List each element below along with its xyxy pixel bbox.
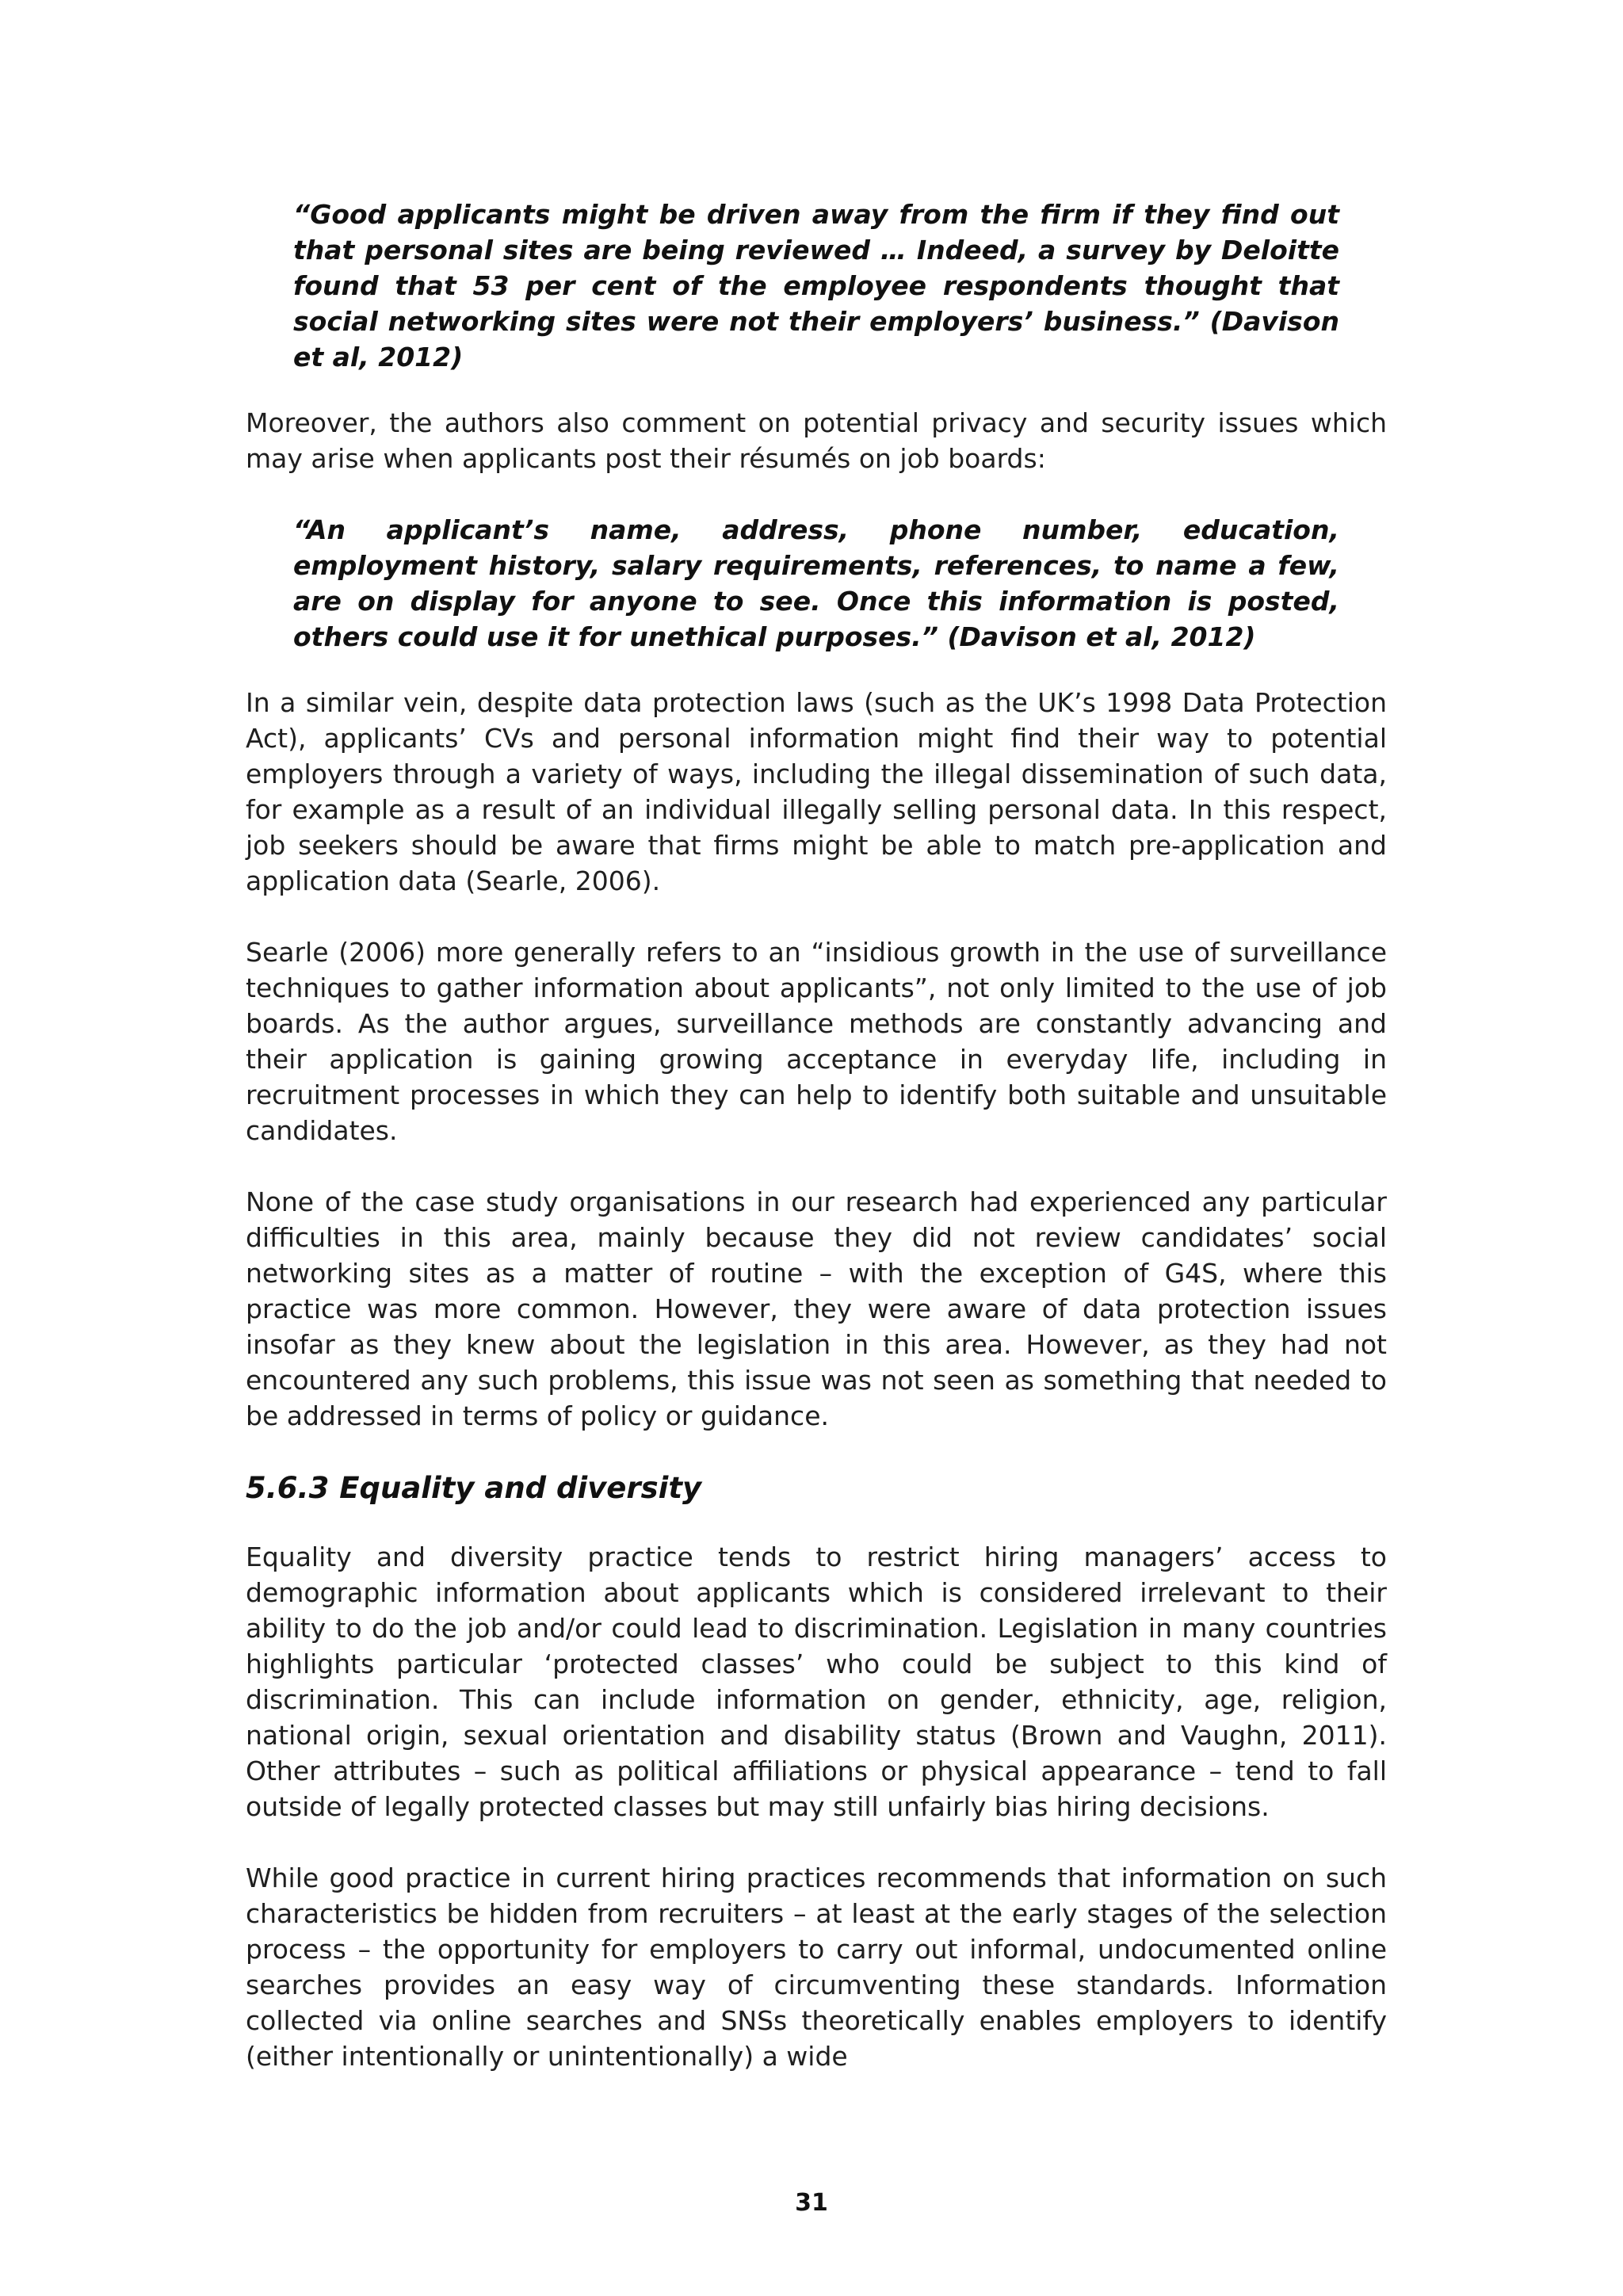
page-number: 31 xyxy=(795,2189,828,2217)
document-body xyxy=(246,197,1387,2110)
block-quote-applicant: “An applicant’s name, address, phone number, education, employment history, salary requirements, references, to name a few, are on display for anyone to see. Once this information is posted, others could use it for unethical purposes.” (Davison et al, 2012) xyxy=(293,514,1339,652)
paragraph-good-practice: While good practice in current hiring practices recommends that information on such characteristics be hidden from recruiters – at least at the early stages of the selection process – the opportunity for employers to carry out informal, undocumented online searches provides an easy way of circumventing these standards. Information collected via online searches and SNSs theoretically enables employers to identify (either intentionally or unintentionally) a wide xyxy=(246,1862,1387,2072)
paragraph-equality-practice: Equality and diversity practice tends to restrict hiring managers’ access to demographic information about applicants which is considered irrelevant to their ability to do the job and/or could lead to discrimination. Legislation in many countries highlights particular ‘protected classes’ who could be subject to this kind of discrimination. This can include information on gender, ethnicity, age, religion, national origin, sexual orientation and disability status (Brown and Vaughn, 2011). Other attributes – such as political affiliations or physical appearance – tend to fall outside of legally protected classes but may still unfairly bias hiring decisions. xyxy=(246,1541,1387,1822)
paragraph-surveillance: Searle (2006) more generally refers to an “insidious growth in the use of surveillance techniques to gather information about applicants”, not only limited to the use of job boards. As the author argues, surveillance methods are constantly advancing and their application is gaining growing acceptance in everyday life, including in recruitment processes in which they can help to identify both suitable and unsuitable candidates. xyxy=(246,937,1387,1146)
block-quote-deloitte: “Good applicants might be driven away from the firm if they find out that personal sites are being reviewed … Indeed, a survey by Deloitte found that 53 per cent of the employee respondents thought that social networking sites were not their employers’ business.” (Davison et al, 2012) xyxy=(293,199,1339,372)
paragraph-case-study: None of the case study organisations in our research had experienced any particular difficulties in this area, mainly because they did not review candidates’ social networking sites as a matter of routine – with the exception of G4S, where this practice was more common. However, they were aware of data protection issues insofar as they knew about the legislation in this area. However, as they had not encountered any such problems, this issue was not seen as something that needed to be addressed in terms of policy or guidance. xyxy=(246,1186,1387,1431)
section-heading: 5.6.3 Equality and diversity xyxy=(246,1471,702,1505)
paragraph-data-protection: In a similar vein, despite data protection laws (such as the UK’s 1998 Data Protection Act), applicants’ CVs and personal information might find their way to potential employers through a variety of ways, including the illegal dissemination of such data, for example as a result of an individual illegally selling personal data. In this respect, job seekers should be aware that firms might be able to match pre-application and application data (Searle, 2006). xyxy=(246,687,1387,896)
paragraph-privacy-issues: Moreover, the authors also comment on potential privacy and security issues which may arise when applicants post their résumés on job boards: xyxy=(246,407,1387,474)
